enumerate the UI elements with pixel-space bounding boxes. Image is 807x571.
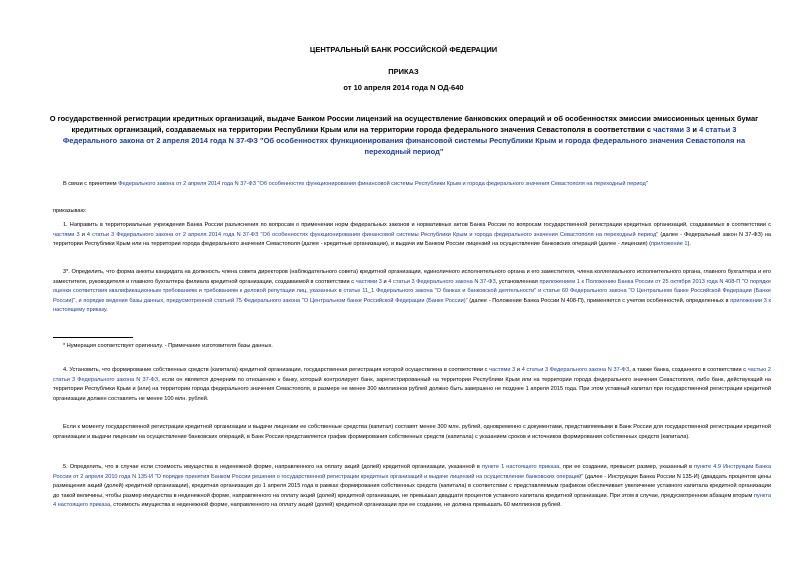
paragraph-4-second: Если к моменту государственной регистрации кредитной организации и выдачи лицензии ее собственные средства (капитал) составят менее 300 млн. рублей, одновременно с документами, представляемыми в Банк России для государственной регистрации кредитной организации и выдачи лицензии на осуществление банковских операций, в Банк России представляется график формирования собственных средств (капитала) с указанием сроков и источников формирования собственных средств (капитала). <box>53 424 771 440</box>
issuer-heading: ЦЕНТРАЛЬНЫЙ БАНК РОССИЙСКОЙ ФЕДЕРАЦИИ <box>309 45 498 54</box>
footnote-divider <box>53 337 133 338</box>
link-appendix-3[interactable]: приложении 3 к настоящему приказу <box>53 297 771 314</box>
link-regulation-408p[interactable]: приложением 1 к Положению Банка России от 25 октября 2013 года N 408-П "О порядке оценки соответствия квалификационным требованиям и требованиям к деловой репутации лиц, указанных в статье 11_1 Федерального закона "О банках и банковской деятельности" и статье 60 Федерального закона "О Центральном банке Российской Федерации (Банке России)", и порядке ведения базы данных, предусмотренной статьей 75 Федерального закона "О Центральном банке Российской Федерации (Банке России)" <box>53 278 771 304</box>
document-type: ПРИКАЗ <box>388 67 419 76</box>
document-date: от 10 апреля 2014 года N ОД-640 <box>343 83 464 92</box>
link-article-3-part-4[interactable]: 4 статьи 3 <box>699 125 737 134</box>
link-instruction-135i[interactable]: пункте 4.9 Инструкции Банка России от 2 апреля 2010 года N 135-И "О порядке принятия Банком России решения о государственной регистрации кредитных организаций и выдаче лицензий на осуществление банковских операций" <box>53 464 771 480</box>
footnote: * Нумерация соответствует оригиналу. - Примечание изготовителя базы данных. <box>63 343 273 349</box>
link-federal-law-37fz[interactable]: 4 статьи 3 Федерального закона от 2 апреля 2014 года N 37-ФЗ "Об особенностях функционирования финансовой системы Республики Крым и города федерального значения Севастополя на переходный период" <box>86 231 659 238</box>
link-federal-law-37fz[interactable]: 4 статьи 3 Федерального закона N 37-ФЗ <box>521 367 630 373</box>
link-part-2-article-3[interactable]: частью 2 статьи 3 Федерального закона N 37-ФЗ <box>53 367 772 383</box>
paragraph-1: 1. Направить в территориальные учреждения Банка России разъяснения по вопросам о применении норм федеральных законов и нормативных актов Банка России по вопросам государственной регистрации кредитных организаций, создаваемых в соответствии с частями 3 и 4 статьи 3 Федерального закона от 2 апреля 2014 года N 37-ФЗ "Об особенностях функционирования финансовой системы Республики Крым и города федерального значения Севастополя на переходный период" (далее - Федеральный закон N 37-ФЗ) на территории Республики Крым или на территории города федерального значения Севастополя (далее - кредитные организации), и выдачи им Банком России лицензий на осуществление банковских операций (далее - лицензия) (приложение 1). <box>53 222 771 248</box>
paragraph-order-word: приказываю: <box>53 208 87 214</box>
link-parts-3[interactable]: частями 3 <box>53 231 80 238</box>
paragraph-4: 4. Установить, что формирование собственных средств (капитала) кредитной организации, государственная регистрация которой осуществлена в соответствии с частями 3 и 4 статьи 3 Федерального закона N 37-ФЗ, а также банка, созданного в соответствии с частью 2 статьи 3 Федерального закона N 37-ФЗ, если он является дочерним по отношению к банку, который контролирует банк, зарегистрированный на территории Республики Крым или на территории города федерального значения Севастополя, либо банк, действующий на территории Республики Крым и (или) на территории города федерального значения Севастополя, в размере не менее 300 миллионов рублей должно быть завершено не позднее 1 апреля 2015 года. При этом уставный капитал при государственной регистрации кредитной организации должен составлять не менее 100 млн. рублей. <box>53 367 772 402</box>
link-federal-law-37fz[interactable]: Федерального закона от 2 апреля 2014 года N 37-ФЗ "Об особенностях функционирования финансовой системы Республики Крым и города федерального значения Севастополя на переходный период" <box>118 181 648 187</box>
link-point-1[interactable]: пункте 1 настоящего приказа <box>481 464 560 470</box>
link-appendix-1[interactable]: приложение 1 <box>650 241 688 248</box>
link-parts-3[interactable]: частями 3 <box>355 278 382 285</box>
link-parts-3[interactable]: частями 3 <box>489 367 516 373</box>
link-federal-law-37fz[interactable]: Федерального закона от 2 апреля 2014 года N 37-ФЗ "Об особенностях функционирования финансовой системы Республики Крым и города федерального значения Севастополя на переходный период" <box>62 136 746 156</box>
paragraph-3: 3*. Определить, что форма анкеты кандидата на должность члена совета директоров (наблюдательного совета) кредитной организации, единоличного исполнительного органа и его заместителя, члена коллегиального исполнительного органа, главного бухгалтера и его заместителя, руководителя и главного бухгалтера филиала кредитной организации, создаваемой в соответствии с частями 3 и 4 статьи 3 Федерального закона N 37-ФЗ, установленная приложением 1 к Положению Банка России от 25 октября 2013 года N 408-П "О порядке оценки соответствия квалификационным требованиям и требованиям к деловой репутации лиц, указанных в статье 11_1 Федерального закона "О банках и банковской деятельности" и статье 60 Федерального закона "О Центральном банке Российской Федерации (Банке России)", и порядке ведения базы данных, предусмотренной статьей 75 Федерального закона "О Центральном банке Российской Федерации (Банке России)" (далее - Положение Банка России N 408-П), применяется с учетом особенностей, определенных в приложении 3 к настоящему приказу. <box>53 269 771 314</box>
link-parts-3[interactable]: частями 3 <box>653 125 691 134</box>
link-point-4[interactable]: пункта 4 настоящего приказа <box>53 492 771 509</box>
paragraph-preamble: В связи с принятием Федерального закона от 2 апреля 2014 года N 37-ФЗ "Об особенностях функционирования финансовой системы Республики Крым и города федерального значения Севастополя на переходный период" <box>63 181 648 187</box>
document-title: О государственной регистрации кредитных организаций, выдаче Банком России лицензий на осуществление банковских операций и об особенностях эмиссии эмиссионных ценных бумаг кредитных организаций, создаваемых на территории Республики Крым или на территории города федерального значения Севастополя в соответствии с частями 3 и 4 статьи 3 Федерального закона от 2 апреля 2014 года N 37-ФЗ "Об особенностях функционирования финансовой системы Республики Крым и города федерального значения Севастополя на переходный период" <box>49 114 759 156</box>
link-federal-law-37fz[interactable]: 4 статьи 3 Федерального закона N 37-ФЗ <box>388 278 496 285</box>
paragraph-5: 5. Определить, что в случае если стоимость имущества в неденежной форме, направленного на оплату акций (долей) кредитной организации, указанной в пункте 1 настоящего приказа, при ее создании, превысит размер, указанный в пункте 4.9 Инструкции Банка России от 2 апреля 2010 года N 135-И "О порядке принятия Банком России решения о государственной регистрации кредитных организаций и выдаче лицензий на осуществление банковских операций" (далее - Инструкция Банка России N 135-И) (двадцать процентов цены размещения акций (долей) кредитной организации), кредитная организация до 1 апреля 2015 года в рамках формирования собственных средств (капитала) в соответствии с представляемым графиком обеспечивает увеличение уставного капитала кредитной организации до такой величины, чтобы размер имущества в неденежной форме, направленного на оплату акций (долей) кредитной организации, не превышал двадцати процентов уставного капитала кредитной организации. При этом в случае, предусмотренном абзацем вторым пункта 4 настоящего приказа, стоимость имущества в неденежной форме, направленного на оплату акций (долей) кредитной организации при ее создании, не должна превышать 60 миллионов рублей. <box>53 464 771 509</box>
